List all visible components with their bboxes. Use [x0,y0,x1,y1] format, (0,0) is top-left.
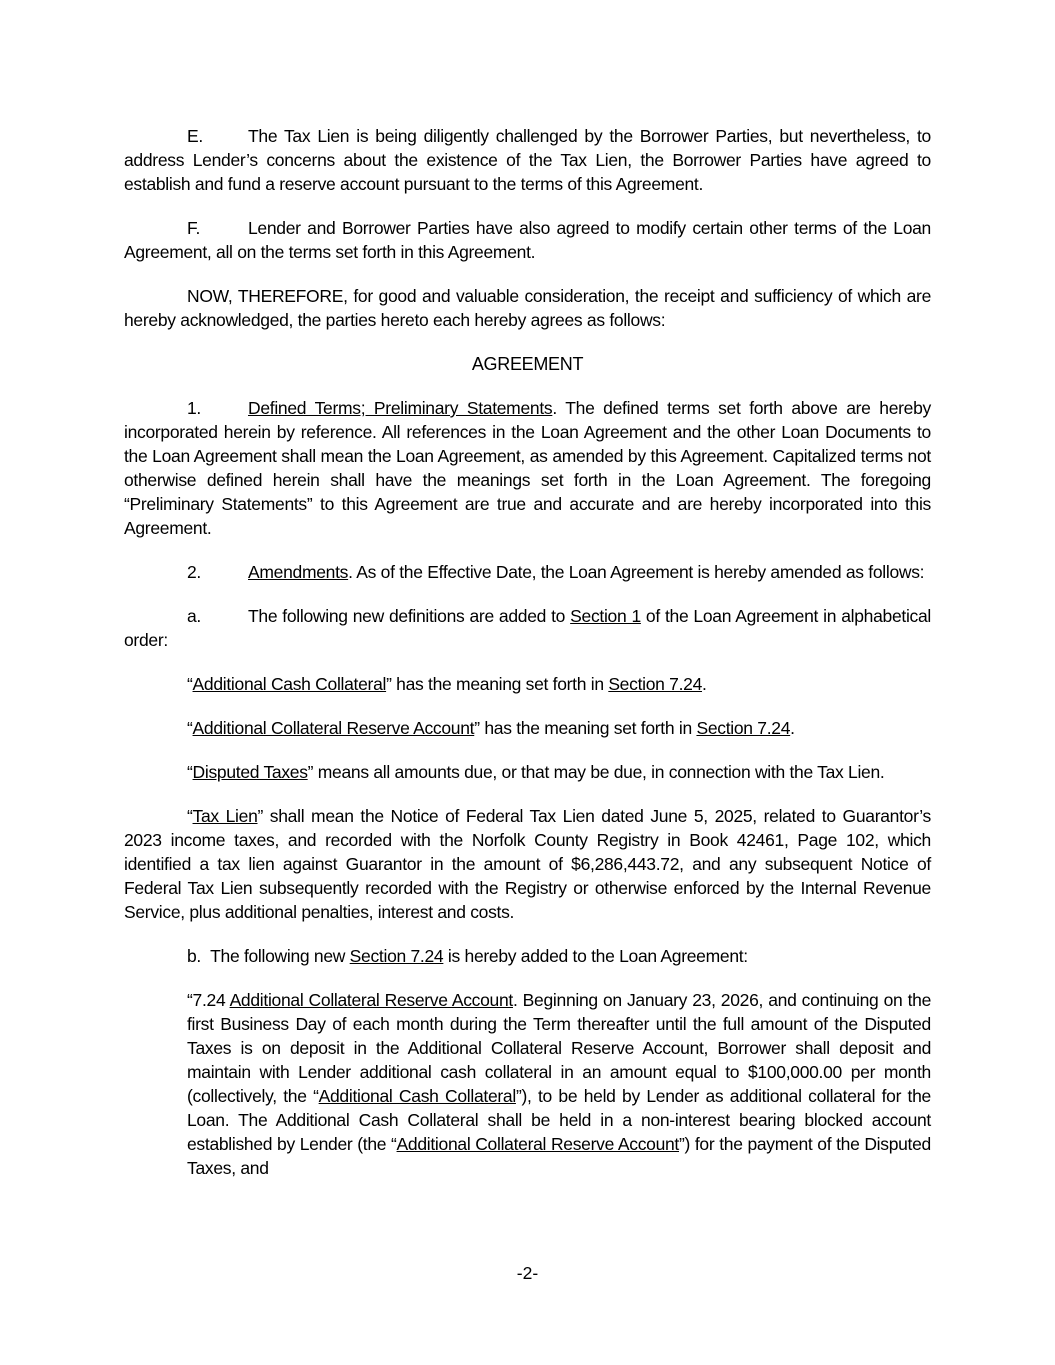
section-724-text: ”), to be held by Lender as additional collateral for the Loan. The Additional Cash Collateral shall be held in a non-interest bearing blocked account established by Lender (the “ [187,1086,931,1154]
now-therefore-paragraph: NOW, THEREFORE, for good and valuable consideration, the receipt and sufficiency of which are hereby acknowledged, the parties hereto each hereby agrees as follows: [124,286,931,330]
section-reference: Section 7.24 [608,674,703,694]
section-number: 2. [187,562,201,582]
section-text: . The defined terms set forth above are hereby incorporated herein by reference. All references in the Loan Agreement and the other Loan Documents to the Loan Agreement shall mean the Loan Agreement, as amended by this Agreement. Capitalized terms not otherwise defined herein shall have the meanings set forth in the Loan Agreement. The foregoing “Preliminary Statements” to this Agreement are true and accurate and are hereby incorporated into this Agreement. [124,398,931,538]
section-reference: Section 1 [570,606,641,626]
definition-disputed-taxes [124,760,931,784]
section-724-title: Additional Collateral Reserve Account [229,990,513,1010]
defined-term: Additional Cash Collateral [318,1086,516,1106]
recital-label: F. [187,218,201,238]
definition-additional-collateral-reserve-account [124,716,931,740]
defined-term: Additional Collateral Reserve Account [192,718,475,738]
definition-tax-lien [124,804,931,924]
section-text: . As of the Effective Date, the Loan Agreement is hereby amended as follows: [348,562,925,582]
subsection-text: of the Loan Agreement in alphabetical order: [124,606,932,650]
definition-text: ” shall mean the Notice of Federal Tax Lien dated June 5, 2025, related to Guarantor’s 2023 income taxes, and recorded with the Norfolk County Registry in Book 42461, Page 102, which identified a tax lien against Guarantor in the amount of $6,286,443.72, and any subsequent Notice of Federal Tax Lien subsequently recorded with the Registry or otherwise enforced by the Internal Revenue Service, plus additional penalties, interest and costs. [124,806,932,922]
subsection-a [124,604,931,652]
defined-term: Tax Lien [192,806,258,826]
definition-end: . [790,718,795,738]
definition-text: ” means all amounts due, or that may be due, in connection with the Tax Lien. [307,762,885,782]
defined-term: Additional Collateral Reserve Account [396,1134,679,1154]
subsection-label: b. [187,946,201,966]
quote-mark: “ [187,718,193,738]
defined-term: Additional Cash Collateral [192,674,387,694]
definition-end: . [702,674,707,694]
recital-text: The Tax Lien is being diligently challenged by the Borrower Parties, but nevertheless, to address Lender’s concerns about the existence of the Tax Lien, the Borrower Parties have agreed to establish and fund a reserve account pursuant to the terms of this Agreement. [124,126,931,194]
section-7-24-block [124,988,931,1180]
quote-mark: “ [187,806,193,826]
section-724-text: ”) for the payment of the Disputed Taxes, and [187,1134,931,1178]
page-number: -2- [516,1263,539,1283]
recital-label: E. [187,126,203,146]
defined-term: Disputed Taxes [192,762,308,782]
section-724-open: “7.24 [187,990,230,1010]
quote-mark: “ [187,762,193,782]
agreement-heading: AGREEMENT [471,354,584,374]
recital-f [124,216,931,264]
subsection-b [124,944,931,968]
recital-e [124,124,931,196]
document-page [124,124,931,1180]
definition-additional-cash-collateral [124,672,931,696]
section-title: Defined Terms; Preliminary Statements [248,398,553,418]
section-reference: Section 7.24 [696,718,791,738]
subsection-text: The following new [210,946,350,966]
definition-text: ” has the meaning set forth in [474,718,697,738]
section-title: Amendments [248,562,349,582]
section-number: 1. [187,398,201,418]
section-1 [124,396,931,540]
section-reference: Section 7.24 [349,946,444,966]
definition-text: ” has the meaning set forth in [386,674,609,694]
section-2 [124,560,931,584]
subsection-text: The following new definitions are added to [248,606,571,626]
quote-mark: “ [187,674,193,694]
recital-text: Lender and Borrower Parties have also agreed to modify certain other terms of the Loan Agreement, all on the terms set forth in this Agreement. [124,218,931,262]
section-724-text: . Beginning on January 23, 2026, and continuing on the first Business Day of each month during the Term thereafter until the full amount of the Disputed Taxes is on deposit in the Additional Collateral Reserve Account, Borrower shall deposit and maintain with Lender additional cash collateral in an amount equal to $100,000.00 per month (collectively, the “ [187,990,932,1106]
subsection-label: a. [187,606,201,626]
subsection-text: is hereby added to the Loan Agreement: [443,946,748,966]
